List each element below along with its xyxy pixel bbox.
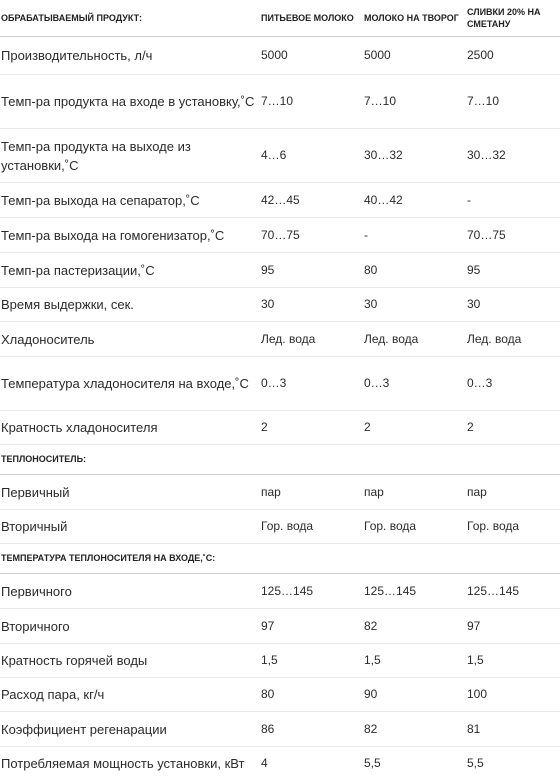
table-row	[0, 644, 560, 678]
cell-value: пар	[467, 475, 560, 510]
cell-value: 30…32	[364, 129, 467, 183]
cell-value: 1,5	[467, 644, 560, 678]
row-label: Температура хладоносителя на входе,˚С	[0, 357, 261, 411]
table-row	[0, 129, 560, 183]
table-row	[0, 574, 560, 609]
table-row	[0, 75, 560, 129]
section-heading-heat-carrier-temperature: ТЕМПЕРАТУРА ТЕПЛОНОСИТЕЛЯ НА ВХОДЕ,˚С:	[0, 544, 560, 574]
cell-value: 97	[261, 609, 364, 644]
cell-value: Лед. вода	[467, 322, 560, 357]
cell-value: 125…145	[364, 574, 467, 609]
row-label: Время выдержки, сек.	[0, 288, 261, 322]
cell-value: 30	[364, 288, 467, 322]
cell-value: 100	[467, 678, 560, 712]
row-label: Темп-ра пастеризации,˚С	[0, 253, 261, 288]
cell-value: 2	[467, 411, 560, 445]
cell-value: Лед. вода	[261, 322, 364, 357]
cell-value: 0…3	[364, 357, 467, 411]
cell-value: 125…145	[261, 574, 364, 609]
header-row	[0, 0, 560, 37]
table-row	[0, 678, 560, 712]
table-row	[0, 510, 560, 544]
cell-value: Гор. вода	[364, 510, 467, 544]
row-label: Потребляемая мощность установки, кВт	[1, 755, 245, 771]
header-product: ОБРАБАТЫВАЕМЫЙ ПРОДУКТ:	[0, 0, 261, 37]
cell-value: пар	[261, 475, 364, 510]
cell-value: 81	[467, 712, 560, 747]
cell-value: 1,5	[364, 644, 467, 678]
cell-value: 1,5	[261, 644, 364, 678]
cell-value: 2	[261, 411, 364, 445]
cell-value: 90	[364, 678, 467, 712]
cell-value: -	[467, 183, 560, 218]
section-heading-heat-carrier: ТЕПЛОНОСИТЕЛЬ:	[0, 445, 560, 475]
row-label: Темп-ра выхода на гомогенизатор,˚С	[0, 218, 261, 253]
cell-value: 125…145	[467, 574, 560, 609]
row-label: Вторичного	[0, 609, 261, 644]
row-label: Первичный	[0, 475, 261, 510]
row-label: Производительность, л/ч	[0, 37, 261, 75]
cell-value: 82	[364, 609, 467, 644]
table-row	[0, 475, 560, 510]
row-label: Расход пара, кг/ч	[0, 678, 261, 712]
cell-value: 82	[364, 712, 467, 747]
cell-value: пар	[364, 475, 467, 510]
cell-value: 30	[467, 288, 560, 322]
row-label: Темп-ра выхода на сепаратор,˚С	[0, 183, 261, 218]
header-col-drinking-milk: ПИТЬЕВОЕ МОЛОКО	[261, 0, 364, 37]
cell-value: 7…10	[261, 75, 364, 129]
cell-value: 70…75	[467, 218, 560, 253]
cell-value: 5000	[261, 37, 364, 75]
table-row	[0, 747, 560, 780]
cell-value: 80	[364, 253, 467, 288]
cell-value: -	[364, 218, 467, 253]
cell-value: 5,5	[467, 755, 484, 770]
row-label: Кратность горячей воды	[0, 644, 261, 678]
cell-value: 4	[261, 755, 268, 770]
table-row	[0, 411, 560, 445]
header-col-cream-for-sour-cream: СЛИВКИ 20% НА СМЕТАНУ	[467, 0, 560, 37]
cell-value: 0…3	[261, 357, 364, 411]
cell-value: 86	[261, 712, 364, 747]
cell-value: 5000	[364, 37, 467, 75]
table-row	[0, 357, 560, 411]
cell-value: 95	[261, 253, 364, 288]
header-col-milk-for-cottage-cheese: МОЛОКО НА ТВОРОГ	[364, 0, 467, 37]
row-label: Хладоноситель	[0, 322, 261, 357]
table-row	[0, 322, 560, 357]
table-row	[0, 218, 560, 253]
cell-value: 30…32	[467, 129, 560, 183]
cell-value: 95	[467, 253, 560, 288]
cell-value: 30	[261, 288, 364, 322]
section-row	[0, 445, 560, 475]
row-label: Кратность хладоносителя	[0, 411, 261, 445]
table-row	[0, 37, 560, 75]
table-row	[0, 253, 560, 288]
cell-value: 5,5	[364, 755, 381, 770]
cell-value: 2500	[467, 37, 560, 75]
cell-value: Лед. вода	[364, 322, 467, 357]
row-label: Темп-ра продукта на выходе из установки,˚С	[0, 129, 261, 183]
cell-value: 4…6	[261, 129, 364, 183]
cell-value: Гор. вода	[261, 510, 364, 544]
row-label: Темп-ра продукта на входе в установку,˚С	[0, 75, 261, 129]
table-row	[0, 288, 560, 322]
cell-value: 7…10	[467, 75, 560, 129]
cell-value: 80	[261, 678, 364, 712]
cell-value: 2	[364, 411, 467, 445]
cell-value: 42…45	[261, 183, 364, 218]
cell-value: 97	[467, 609, 560, 644]
table-row	[0, 609, 560, 644]
cell-value: Гор. вода	[467, 510, 560, 544]
row-label: Коэффициент регенарации	[0, 712, 261, 747]
table-row	[0, 712, 560, 747]
cell-value: 7…10	[364, 75, 467, 129]
row-label: Вторичный	[0, 510, 261, 544]
cell-value: 0…3	[467, 357, 560, 411]
row-label: Первичного	[0, 574, 261, 609]
table-row	[0, 183, 560, 218]
cell-value: 40…42	[364, 183, 467, 218]
section-row	[0, 544, 560, 574]
cell-value: 70…75	[261, 218, 364, 253]
